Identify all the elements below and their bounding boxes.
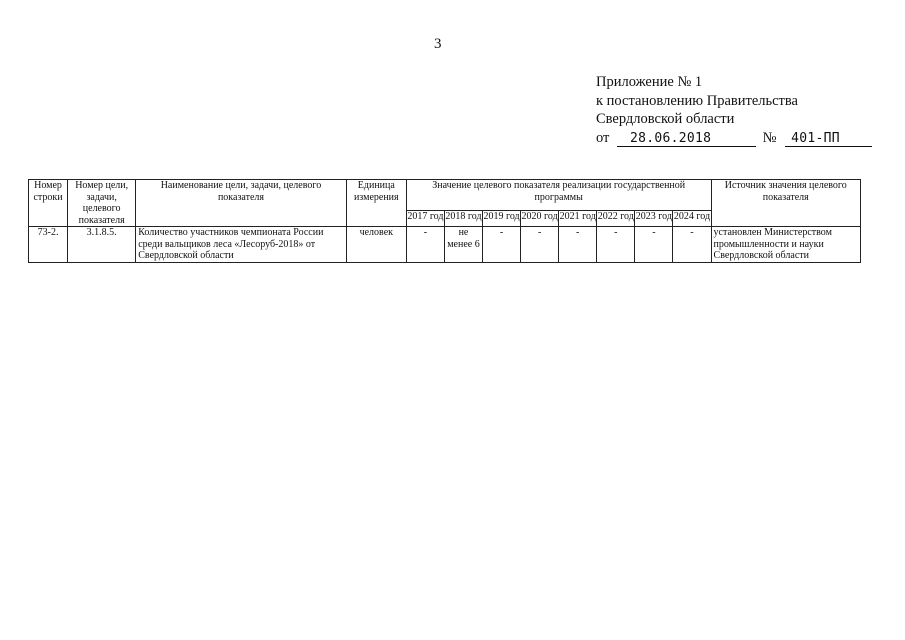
cell-row-number: 73-2. [29, 227, 68, 263]
date-prefix: от [596, 129, 610, 146]
header-goal-number: Номер цели, задачи, целевого показателя [68, 180, 136, 227]
cell-name: Количество участников чемпионата России среди вальщиков леса «Лесоруб-2018» от Свердловской области [136, 227, 346, 263]
header-year: 2017 год [406, 210, 444, 226]
appendix-decree-line: к постановлению Правительства [596, 92, 798, 109]
header-source: Источник значения целевого показателя [711, 180, 860, 227]
cell-source: установлен Министерством промышленности и науки Свердловской области [711, 227, 860, 263]
cell-goal-number: 3.1.8.5. [68, 227, 136, 263]
appendix-title: Приложение № 1 [596, 74, 703, 90]
header-unit: Единица измерения [346, 180, 406, 227]
cell-value-2020: - [521, 227, 559, 263]
number-prefix: № [762, 129, 777, 146]
header-year: 2022 год [597, 210, 635, 226]
header-year: 2018 год [444, 210, 482, 226]
cell-value-2018: не менее 6 [444, 227, 482, 263]
cell-value-2017: - [406, 227, 444, 263]
cell-value-2022: - [597, 227, 635, 263]
header-year: 2021 год [559, 210, 597, 226]
cell-value-2019: - [483, 227, 521, 263]
appendix-header [596, 73, 872, 147]
page-number: 3 [434, 36, 442, 52]
cell-value-2021: - [559, 227, 597, 263]
decree-number: 401-ПП [785, 131, 872, 147]
header-year: 2024 год [673, 210, 711, 226]
header-row [29, 180, 861, 211]
cell-unit: человек [346, 227, 406, 263]
header-name: Наименование цели, задачи, целевого показателя [136, 180, 346, 227]
cell-value-2024: - [673, 227, 711, 263]
cell-value-2023: - [635, 227, 673, 263]
header-row-number: Номер строки [29, 180, 68, 227]
header-value-group: Значение целевого показателя реализации государственной программы [406, 180, 711, 211]
header-year: 2019 год [483, 210, 521, 226]
header-year: 2020 год [521, 210, 559, 226]
appendix-region-line: Свердловской области [596, 111, 735, 127]
appendix-date-number-line [596, 129, 872, 148]
target-indicators-table [28, 179, 861, 263]
decree-date: 28.06.2018 [617, 131, 756, 147]
header-year: 2023 год [635, 210, 673, 226]
table-row [29, 227, 861, 263]
